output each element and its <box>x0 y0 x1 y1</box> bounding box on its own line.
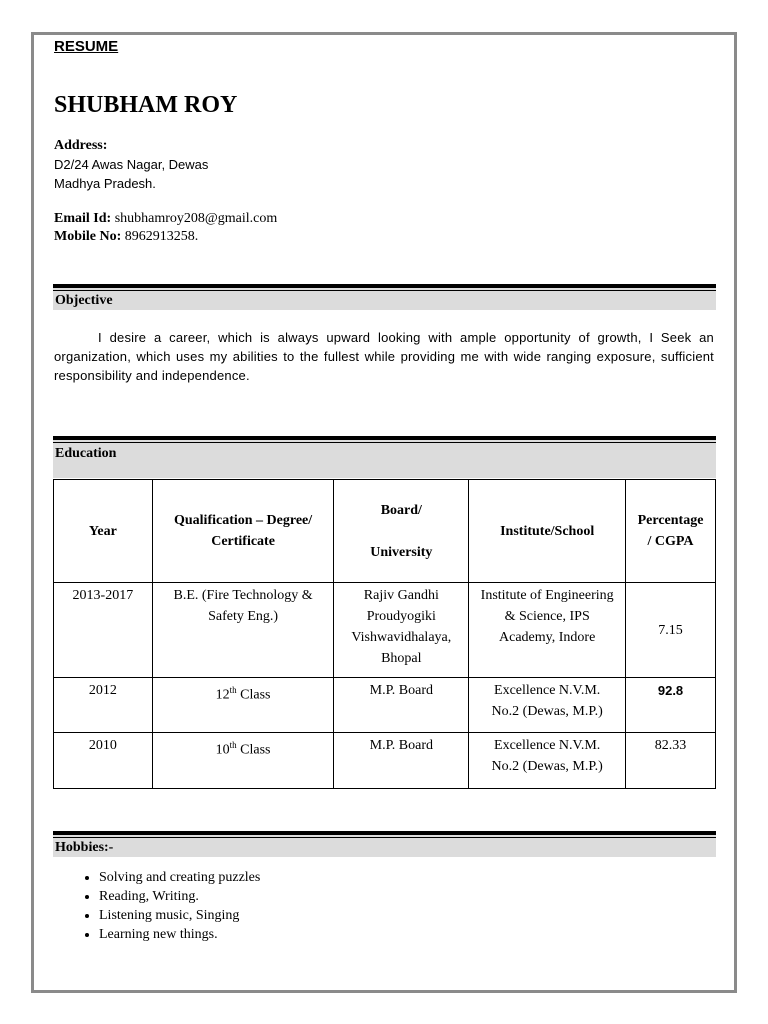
cell-institute: Institute of Engineering & Science, IPS Academy, Indore <box>469 583 626 678</box>
header-percentage: Percentage / CGPA <box>626 480 716 583</box>
resume-label: RESUME <box>54 38 119 55</box>
cell-year: 2013-2017 <box>54 583 153 678</box>
header-year: Year <box>54 480 153 583</box>
cell-score: 82.33 <box>626 733 716 789</box>
cell-year: 2010 <box>54 733 153 789</box>
cell-qualification: B.E. (Fire Technology & Safety Eng.) <box>152 583 334 678</box>
table-row <box>54 678 716 733</box>
cell-year: 2012 <box>54 678 153 733</box>
candidate-name: SHUBHAM ROY <box>54 92 238 118</box>
email-label: Email Id: <box>54 211 112 226</box>
education-table <box>53 479 716 789</box>
cell-score: 92.8 <box>626 678 716 733</box>
hobbies-section-bar <box>53 831 716 857</box>
header-board: Board/ University <box>334 480 469 583</box>
objective-text: I desire a career, which is always upward looking with ample opportunity of growth, I Seek an organization, which uses my abilities to the fullest while providing me with wide ranging exposure, sufficient responsibility and independence. <box>54 330 714 383</box>
hobbies-title: Hobbies:- <box>55 840 114 855</box>
education-title: Education <box>55 446 117 461</box>
address-label: Address: <box>54 138 108 153</box>
header-institute: Institute/School <box>469 480 626 583</box>
cell-institute: Excellence N.V.M. No.2 (Dewas, M.P.) <box>469 733 626 789</box>
address-line-2: Madhya Pradesh. <box>54 176 156 191</box>
cell-board: M.P. Board <box>334 733 469 789</box>
cell-qualification: 12th Class <box>152 678 334 733</box>
mobile-label: Mobile No: <box>54 229 122 244</box>
objective-section-bar <box>53 284 716 310</box>
table-row <box>54 733 716 789</box>
header-qualification: Qualification – Degree/ Certificate <box>152 480 334 583</box>
list-item: • Learning new things. <box>99 925 260 944</box>
address-line-1: D2/24 Awas Nagar, Dewas <box>54 157 209 172</box>
cell-qualification: 10th Class <box>152 733 334 789</box>
table-row <box>54 583 716 678</box>
list-item: • Solving and creating puzzles <box>99 868 260 887</box>
mobile-value: 8962913258. <box>124 229 199 244</box>
objective-title: Objective <box>55 293 113 308</box>
education-section-bar <box>53 436 716 478</box>
list-item: • Reading, Writing. <box>99 887 260 906</box>
cell-board: M.P. Board <box>334 678 469 733</box>
hobbies-list <box>54 868 260 944</box>
list-item: • Listening music, Singing <box>99 906 260 925</box>
email-value: shubhamroy208@gmail.com <box>114 211 278 226</box>
table-header-row <box>54 480 716 583</box>
cell-score: 7.15 <box>626 583 716 678</box>
mobile-row <box>54 229 198 245</box>
cell-institute: Excellence N.V.M. No.2 (Dewas, M.P.) <box>469 678 626 733</box>
cell-board: Rajiv Gandhi Proudyogiki Vishwavidhalaya, Bhopal <box>334 583 469 678</box>
email-row <box>54 211 277 227</box>
